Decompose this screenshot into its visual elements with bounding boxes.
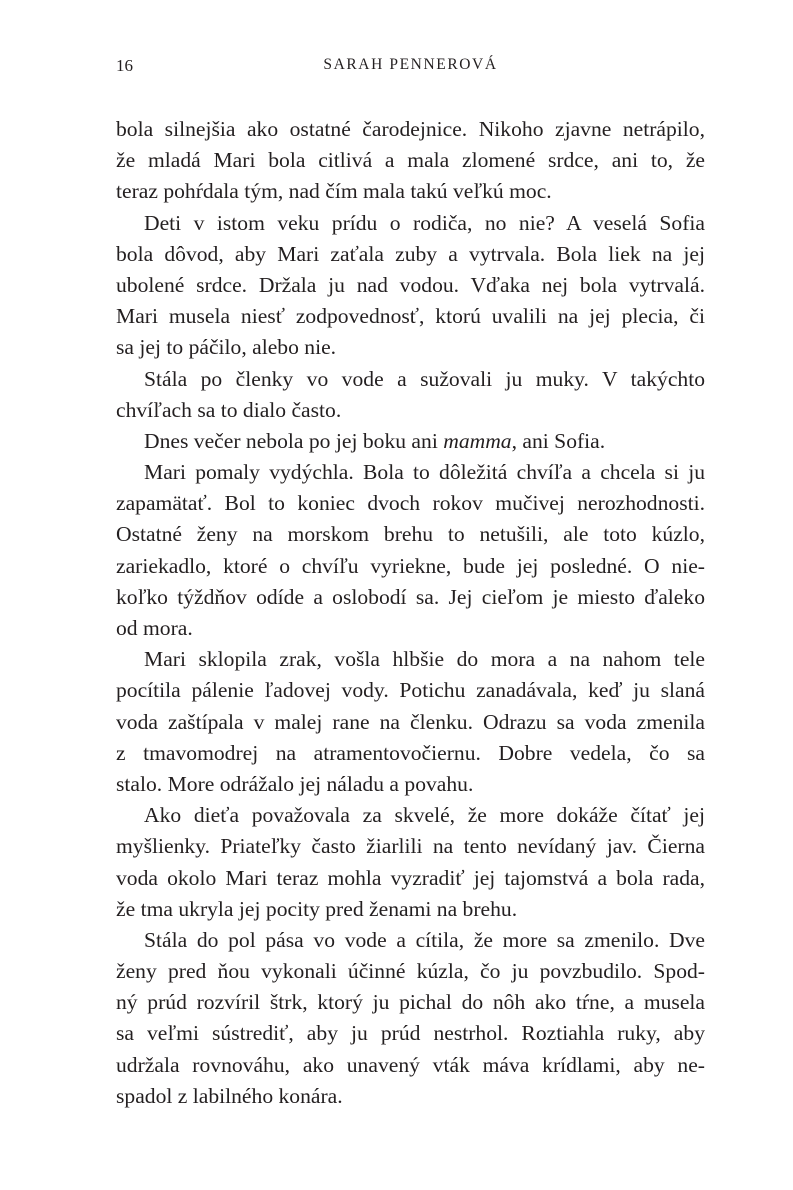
text-line: chvíľach sa to dialo často.	[116, 397, 342, 422]
text-line: stalo. More odrážalo jej náladu a povahu.	[116, 771, 474, 796]
text-line: bola dôvod, aby Mari zaťala zuby a vytrvala. Bola liek na jej	[116, 241, 705, 266]
running-head	[116, 56, 705, 80]
text-line: z tmavomodrej na atramentovočiernu. Dobre vedela, čo sa	[116, 740, 705, 765]
text-line: Ako dieťa považovala za skvelé, že more dokáže čítať jej	[144, 803, 705, 828]
text-line: voda okolo Mari teraz mohla vyzradiť jej tajomstvá a bola rada,	[116, 865, 705, 890]
text-line: Stála po členky vo vode a sužovali ju muky. V takýchto	[144, 366, 705, 391]
text-line: že tma ukryla jej pocity pred ženami na brehu.	[116, 896, 518, 921]
text-line: sa veľmi sústrediť, aby ju prúd nestrhol. Roztiahla ruky, aby	[116, 1021, 705, 1046]
text-line: voda zaštípala v malej rane na členku. Odrazu sa voda zmenila	[116, 709, 705, 734]
text-run: Dnes večer nebola po jej boku ani	[144, 428, 444, 453]
text-line: Mari pomaly vydýchla. Bola to dôležitá chvíľa a chcela si ju	[144, 460, 705, 485]
text-run: , ani Sofia.	[511, 428, 606, 453]
text-line: myšlienky. Priateľky často žiarlili na tento nevídaný jav. Čierna	[116, 834, 705, 859]
text-line	[116, 426, 705, 457]
text-line: Mari musela niesť zodpovednosť, ktorú uvalili na jej plecia, či	[116, 304, 705, 329]
text-line: že mladá Mari bola citlivá a mala zlomené srdce, ani to, že	[116, 148, 705, 173]
text-line: ženy pred ňou vykonali účinné kúzla, čo ju povzbudilo. Spod-	[116, 959, 705, 984]
running-title: SARAH PENNEROVÁ	[323, 56, 498, 73]
text-line: zariekadlo, ktoré o chvíľu vyriekne, bude jej posledné. O nie-	[116, 553, 705, 578]
text-line: ubolené srdce. Držala ju nad vodou. Vďaka nej bola vytrvalá.	[116, 272, 705, 297]
text-line: Mari sklopila zrak, vošla hlbšie do mora a na nahom tele	[144, 647, 705, 672]
text-line: udržala rovnováhu, ako unavený vták máva krídlami, aby ne-	[116, 1052, 705, 1077]
text-line: Ostatné ženy na morskom brehu to netušili, ale toto kúzlo,	[116, 522, 705, 547]
page-number: 16	[116, 56, 133, 75]
text-line: Stála do pol pása vo vode a cítila, že more sa zmenilo. Dve	[144, 927, 705, 952]
text-line: Deti v istom veku prídu o rodiča, no nie? A veselá Sofia	[144, 210, 705, 235]
text-line: teraz pohŕdala tým, nad čím mala takú veľkú moc.	[116, 179, 552, 204]
text-line: pocítila pálenie ľadovej vody. Potichu zanadávala, keď ju slaná	[116, 678, 705, 703]
text-line: spadol z labilného konára.	[116, 1083, 343, 1108]
italic-word: mamma	[443, 428, 512, 453]
text-line: bola silnejšia ako ostatné čarodejnice. Nikoho zjavne netrápilo,	[116, 117, 705, 141]
body-text	[116, 114, 705, 1112]
text-line: zapamätať. Bol to koniec dvoch rokov mučivej nerozhodnosti.	[116, 491, 705, 516]
text-line: sa jej to páčilo, alebo nie.	[116, 335, 337, 360]
text-line: ný prúd rozvíril štrk, ktorý ju pichal do nôh ako tŕne, a musela	[116, 990, 705, 1015]
text-line: od mora.	[116, 616, 193, 640]
text-line: koľko týždňov odíde a oslobodí sa. Jej cieľom je miesto ďaleko	[116, 584, 705, 609]
